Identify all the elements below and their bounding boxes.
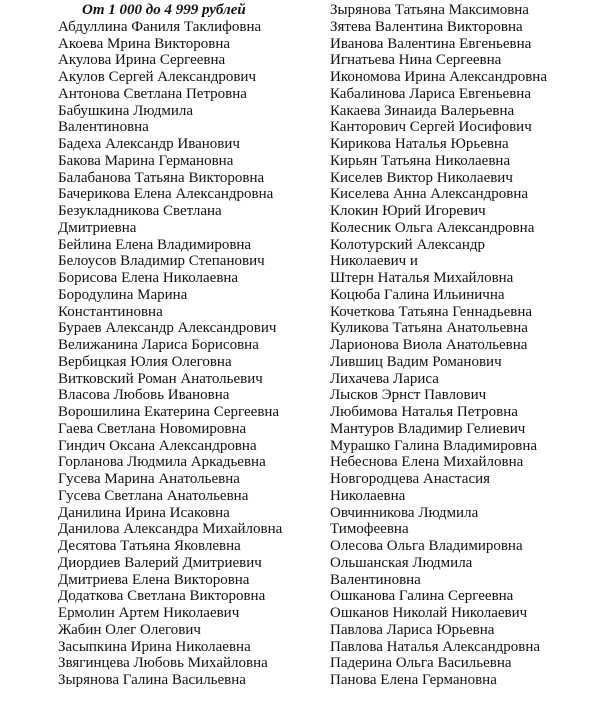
list-item: Канторович Сергей Иосифович [330,119,532,136]
list-item: Акулов Сергей Александрович [58,69,257,85]
list-item: Валентиновна [330,571,421,588]
list-item: Диордиев Валерий Дмитриевич [58,554,262,571]
list-item: Зятева Валентина Викторовна [330,18,523,35]
list-item: Белоусов Владимир Степанович [58,253,265,270]
list-item: Бакова Марина Германовна [58,152,234,169]
list-item: Вербицкая Юлия Олеговна [58,353,232,370]
list-item: Николаевна [330,487,406,504]
list-item: Бачерикова Елена Александровна [58,186,274,203]
list-item: Клокин Юрий Игоревич [330,203,486,219]
list-item: Панова Елена Германовна [330,672,497,688]
list-item: Бородулина Марина [58,286,188,303]
list-item: Антонова Светлана Петровна [58,85,247,102]
list-item: Игнатьева Нина Сергеевна [330,52,502,69]
list-item: Иванова Валентина Евгеньевна [330,35,532,52]
list-item: Новгородцева Анастасия [330,471,491,487]
list-item: Кирикова Наталья Юрьевна [330,136,509,152]
list-item: Кабалинова Лариса Евгеньевна [330,85,531,102]
list-item: Акоева Мрина Викторовна [58,35,231,52]
list-item: Безукладникова Светлана [58,203,222,219]
list-item: Витковский Роман Анатольевич [58,370,263,387]
section-heading: От 1 000 до 4 999 рублей [82,2,246,18]
list-item: Бабушкина Людмила [58,102,194,119]
list-item: Валентиновна [58,119,149,136]
list-item: Акулова Ирина Сергеевна [58,52,226,69]
list-item: Гусева Марина Анатольевна [58,471,240,487]
list-item: Кирьян Татьяна Николаевна [330,152,511,169]
list-item: Лившиц Вадим Романович [330,353,502,370]
list-item: Небеснова Елена Михайловна [330,454,524,471]
list-item: Дмитриева Елена Викторовна [58,571,250,588]
list-item: Десятова Татьяна Яковлевна [58,538,241,554]
list-item: Данилина Ирина Исаковна [58,504,230,521]
list-item: Ошканов Николай Николаевич [330,605,528,621]
list-item: Дмитриевна [58,219,137,236]
list-item: Абдуллина Фаниля Таклифовна [58,18,262,35]
list-item: Икономова Ирина Александровна [330,69,547,85]
left-column [58,2,282,689]
list-item: Овчинникова Людмила [330,504,479,521]
list-item: Власова Любовь Ивановна [58,387,230,404]
list-item: Мурашко Галина Владимировна [330,437,538,454]
list-item: Тимофеевна [330,521,409,538]
list-item: Зырянова Татьяна Максимовна [330,2,529,18]
list-item: Коцюба Галина Ильинична [330,286,505,303]
list-item: Ольшанская Людмила [330,554,473,571]
list-item: Велижанина Лариса Борисовна [58,337,259,353]
list-item: Штерн Наталья Михайловна [330,270,514,286]
list-item: Жабин Олег Олегович [58,621,201,638]
list-item: Лихачева Лариса [330,370,439,387]
list-item: Олесова Ольга Владимировна [330,538,523,554]
list-item: Бадеха Александр Иванович [58,136,240,152]
list-item: Гусева Светлана Анатольевна [58,487,249,504]
list-item: Павлова Лариса Юрьевна [330,621,495,638]
list-item: Николаевич и [330,253,418,270]
list-item: Додаткова Светлана Викторовна [58,588,266,605]
list-item: Лысков Эрнст Павлович [330,387,487,404]
list-item: Павлова Наталья Александровна [330,638,541,655]
list-item: Любимова Наталья Петровна [330,404,518,420]
list-item: Бураев Александр Александрович [58,320,277,337]
list-item: Данилова Александра Михайловна [58,521,283,538]
list-item: Кочеткова Татьяна Геннадьевна [330,303,533,320]
right-column [330,2,547,689]
list-item: Мантуров Владимир Гелиевич [330,420,526,437]
list-item: Балабанова Татьяна Викторовна [58,169,265,186]
list-item: Звягинцева Любовь Михайловна [58,655,268,672]
list-item: Горланова Людмила Аркадьевна [58,454,266,471]
list-item: Борисова Елена Николаевна [58,270,239,286]
list-item: Куликова Татьяна Анатольевна [330,320,528,337]
list-item: Какаева Зинаида Валерьевна [330,102,515,119]
list-item: Гаева Светлана Новомировна [58,420,247,437]
list-item: Засыпкина Ирина Николаевна [58,638,251,655]
list-item: Киселев Виктор Николаевич [330,169,513,186]
list-item: Киселева Анна Александровна [330,186,529,203]
list-item: Константиновна [58,303,163,320]
list-item: Колесник Ольга Александровна [330,219,535,236]
list-item: Падерина Ольга Васильевна [330,655,512,672]
list-item: Бейлина Елена Владимировна [58,236,252,253]
list-item: Ларионова Виола Анатольевна [330,337,528,353]
list-item: Зырянова Галина Васильевна [58,672,246,688]
list-item: Колотурский Александр [330,236,486,253]
list-item: Ворошилина Екатерина Сергеевна [58,404,280,420]
list-item: Ошканова Галина Сергеевна [330,588,514,605]
list-item: Ермолин Артем Николаевич [58,605,240,621]
list-item: Гиндич Оксана Александровна [58,437,257,454]
